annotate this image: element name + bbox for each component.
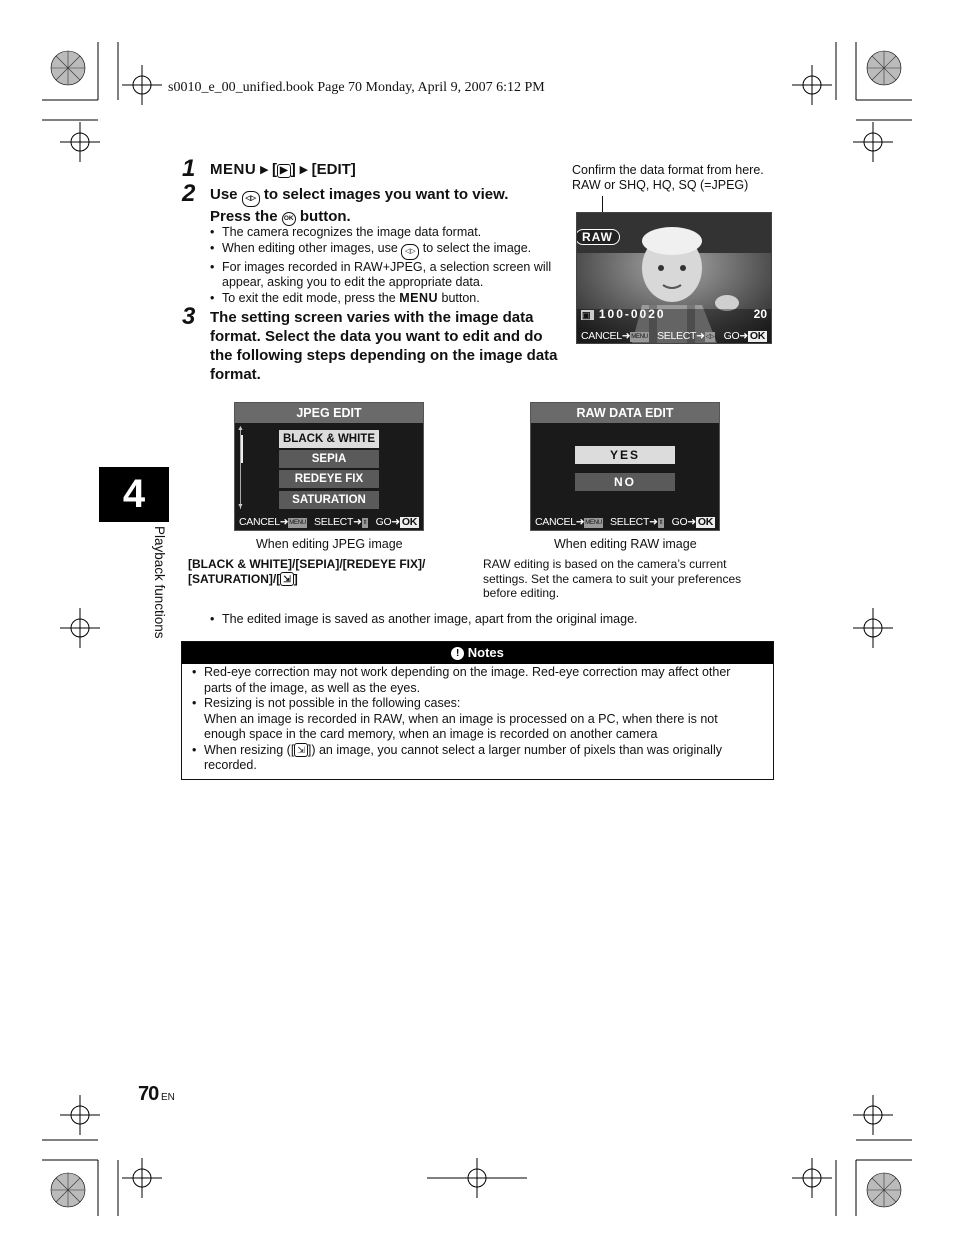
edit-label: [EDIT] xyxy=(311,161,356,178)
arrow-icon: ▸ xyxy=(299,161,308,178)
step-2-press-text: Press the xyxy=(210,208,278,225)
menu-word: MENU xyxy=(210,161,257,178)
scroll-up-icon: ▲ xyxy=(237,425,244,432)
chapter-tab: 4 xyxy=(99,467,169,522)
photo-footer xyxy=(581,330,767,342)
menu-word: MENU xyxy=(399,290,439,305)
cancel-hint: CANCEL➜MENU xyxy=(581,330,648,342)
note-item: • Red-eye correction may not work depending on the image. Red-eye correction may affect other parts of the image, as well as the eyes. xyxy=(192,665,757,696)
menu-item-redeye-fix[interactable]: REDEYE FIX xyxy=(279,470,379,488)
bracket-open: [ xyxy=(272,161,278,178)
raw-badge: RAW xyxy=(576,229,620,245)
jpeg-footer xyxy=(239,516,419,528)
select-hint: SELECT➜⇕ xyxy=(610,516,664,528)
file-number: 100-0020 xyxy=(598,307,666,321)
up-down-icon: ⇕ xyxy=(362,520,368,526)
go-label: GO xyxy=(671,516,688,528)
note-item xyxy=(192,696,757,743)
ok-button-icon: OK xyxy=(749,330,765,342)
raw-edit-screen xyxy=(530,402,720,531)
scrollbar-track[interactable] xyxy=(240,427,244,509)
scrollbar-thumb[interactable] xyxy=(241,435,243,463)
note-text: When resizing ([ xyxy=(204,742,295,757)
step-2-number: 2 xyxy=(182,180,196,207)
language-code: EN xyxy=(161,1092,175,1103)
up-down-icon: ⇕ xyxy=(658,520,664,526)
go-hint: GO➜ OK xyxy=(671,516,713,528)
resize-icon: ⇲ xyxy=(280,572,294,586)
step-2-bullets xyxy=(210,225,560,306)
menu-item-sepia[interactable]: SEPIA xyxy=(279,450,379,468)
bullet xyxy=(210,291,560,307)
resize-icon: ⇲ xyxy=(294,743,308,757)
go-hint: GO➜ OK xyxy=(723,330,765,342)
cancel-label: CANCEL xyxy=(535,516,576,528)
menu-item-black-white[interactable]: BLACK & WHITE xyxy=(279,430,379,448)
bullet-text: To exit the edit mode, press the xyxy=(222,290,396,305)
warning-icon: ! xyxy=(451,647,464,660)
select-hint: SELECT➜◁▷ xyxy=(657,330,715,342)
playback-icon: ▶ xyxy=(277,164,291,178)
page-number: 70 xyxy=(138,1083,159,1105)
photo-callout: Confirm the data format from here. RAW or SHQ, HQ, SQ (=JPEG) xyxy=(572,163,764,192)
go-label: GO xyxy=(375,516,392,528)
raw-caption: When editing RAW image xyxy=(554,537,697,551)
bullet: • The edited image is saved as another image, apart from the original image. xyxy=(210,612,750,628)
arrow-pad-icon: ◁▷ xyxy=(401,244,419,260)
raw-subcaption: RAW editing is based on the camera’s current settings. Set the camera to suit your preferences before editing. xyxy=(483,557,742,600)
cancel-label: CANCEL xyxy=(581,330,622,342)
note-text: Resizing is not possible in the following cases: xyxy=(204,696,461,710)
ok-button-icon: OK xyxy=(697,516,713,528)
menu-button-icon: MENU xyxy=(289,520,306,526)
select-hint: SELECT➜⇕ xyxy=(314,516,368,528)
bullet-text: When editing other images, use xyxy=(222,240,398,255)
cancel-hint: CANCEL➜MENU xyxy=(239,516,306,528)
note-text: When an image is recorded in RAW, when an image is processed on a PC, when there is not enough space in the card memory, when an image is recorded on another camera xyxy=(204,711,718,741)
notes-box xyxy=(181,641,774,780)
step-2-use: Use xyxy=(210,186,238,203)
go-hint: GO➜ OK xyxy=(375,516,417,528)
select-label: SELECT xyxy=(657,330,697,342)
jpeg-edit-screen xyxy=(234,402,424,531)
select-label: SELECT xyxy=(314,516,354,528)
menu-button-icon: MENU xyxy=(585,520,602,526)
bullet-text: button. xyxy=(441,290,480,305)
jpeg-caption: When editing JPEG image xyxy=(256,537,403,551)
bullet-text: to select the image. xyxy=(422,240,532,255)
step-3-number: 3 xyxy=(182,303,196,330)
jpeg-option-list: [BLACK & WHITE]/[SEPIA]/[REDEYE FIX]/ [SATURATION]/[ xyxy=(188,557,426,586)
ok-button-icon: OK xyxy=(282,212,296,226)
step-2-button-text: button. xyxy=(299,208,351,225)
no-option[interactable]: NO xyxy=(575,473,675,491)
step-2-select-text: to select images you want to view. xyxy=(263,186,509,203)
yes-option[interactable]: YES xyxy=(575,446,675,464)
arrow-pad-icon: ◁▷ xyxy=(242,191,260,207)
screen-title: JPEG EDIT xyxy=(235,403,423,423)
ok-button-icon: OK xyxy=(401,516,417,528)
book-header: s0010_e_00_unified.book Page 70 Monday, April 9, 2007 6:12 PM xyxy=(168,80,545,95)
arrow-pad-icon: ◁▷ xyxy=(705,334,715,340)
select-label: SELECT xyxy=(610,516,650,528)
cancel-hint: CANCEL➜MENU xyxy=(535,516,602,528)
step-2-text xyxy=(210,185,560,226)
bracket-close: ] xyxy=(290,161,296,178)
bracket-close: ] xyxy=(293,572,298,586)
step-1-number: 1 xyxy=(182,155,196,182)
jpeg-subcaption xyxy=(188,557,468,587)
raw-footer xyxy=(535,516,715,528)
scroll-down-icon: ▼ xyxy=(237,503,244,510)
bullet: • The camera recognizes the image data format. xyxy=(210,225,560,241)
cancel-label: CANCEL xyxy=(239,516,280,528)
notes-title: Notes xyxy=(467,645,504,660)
notes-header xyxy=(182,642,773,664)
playback-photo-screen xyxy=(576,212,772,344)
notes-list xyxy=(192,665,757,774)
step-1-text xyxy=(210,160,356,179)
frame-count: 20 xyxy=(753,307,767,321)
card-icon: ▣ xyxy=(582,310,593,320)
step-3-text: The setting screen varies with the image data format. Select the data you want to edit and do the following steps depending on the image data format. xyxy=(210,309,558,383)
note-text: ]) an image, you cannot select a larger number of pixels than was originally recorded. xyxy=(204,742,722,772)
go-label: GO xyxy=(723,330,740,342)
menu-button-icon: MENU xyxy=(631,334,648,340)
screen-title: RAW DATA EDIT xyxy=(531,403,719,423)
bullet xyxy=(210,241,560,260)
chapter-label: Playback functions xyxy=(152,526,167,639)
bullet: • For images recorded in RAW+JPEG, a selection screen will appear, asking you to edit the appropriate data. xyxy=(210,260,560,291)
saved-note xyxy=(210,612,750,628)
menu-item-saturation[interactable]: SATURATION xyxy=(279,491,379,509)
note-item xyxy=(192,743,757,774)
file-number-line xyxy=(581,307,666,321)
arrow-icon: ▸ xyxy=(260,161,268,178)
